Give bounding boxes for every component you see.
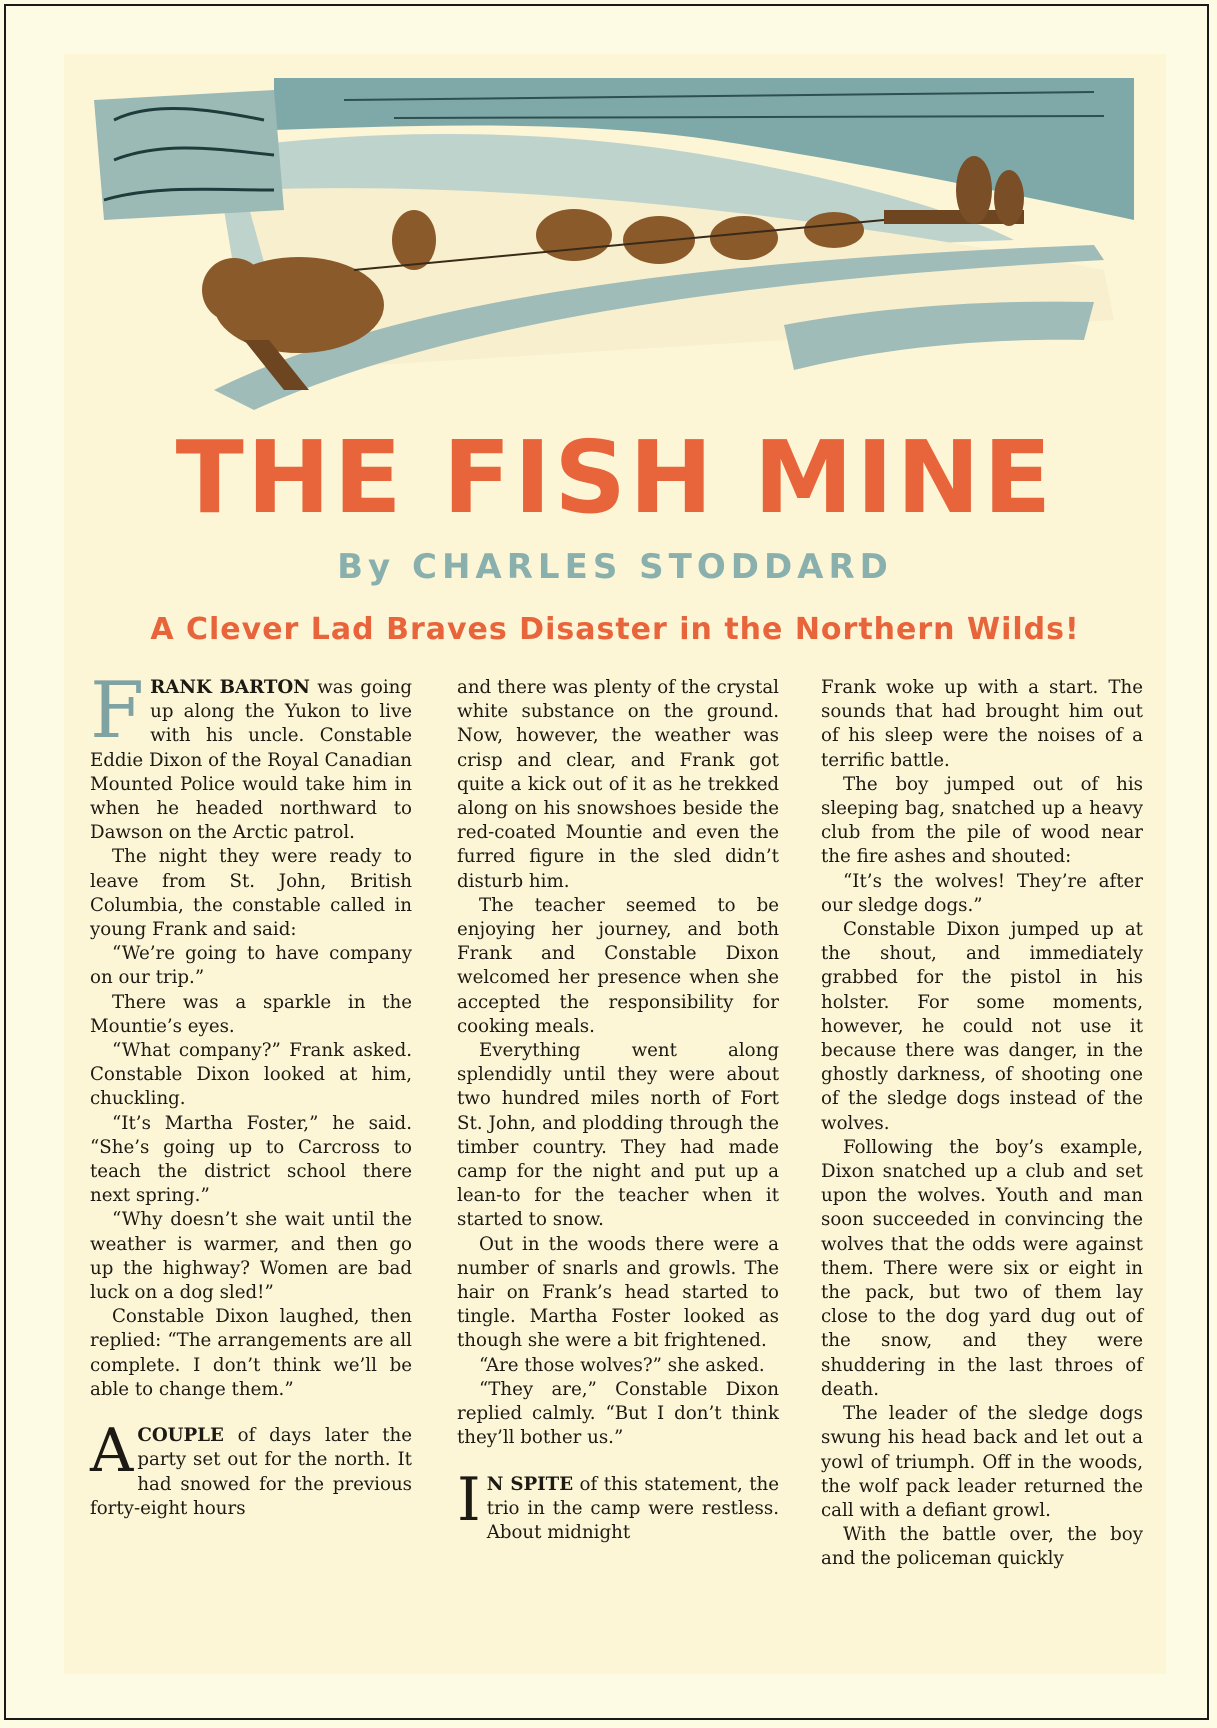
paragraph bbox=[90, 666, 412, 845]
paragraph bbox=[90, 1416, 412, 1521]
text-column-2 bbox=[457, 676, 779, 1545]
drop-cap: F bbox=[90, 666, 145, 756]
text-column-3 bbox=[821, 676, 1143, 1572]
paragraph: Out in the woods there were a number of snarls and growls. The hair on Frank’s head started to tingle. Martha Foster looked as though she were a bit frightened. bbox=[457, 1233, 779, 1352]
paragraph-text: of days later the party set out for the north. It had snowed for the previous forty-eight hours bbox=[90, 1425, 412, 1519]
paragraph: Frank woke up with a start. The sounds that had brought him out of his sleep were the noises of a terrific battle. bbox=[821, 677, 1143, 771]
paragraph: Everything went along splendidly until they were about two hundred miles north of Fort St. John, and plodding through the timber country. They had made camp for the night and put up a lean-to for the teacher when it started to snow. bbox=[457, 1040, 779, 1231]
paragraph: “It’s Martha Foster,” he said. “She’s going up to Carcross to teach the district school there next spring.” bbox=[90, 1112, 412, 1207]
paragraph: With the battle over, the boy and the policeman quickly bbox=[821, 1524, 1143, 1570]
paragraph: The night they were ready to leave from St. John, British Columbia, the constable called in young Frank and said: bbox=[90, 846, 412, 941]
paragraph: “Why doesn’t she wait until the weather is warmer, and then go up the highway? Women are bad luck on a dog sled!” bbox=[90, 1209, 412, 1304]
paragraph: “What company?” Frank asked. Constable Dixon looked at him, chuckling. bbox=[90, 1040, 412, 1110]
paragraph: There was a sparkle in the Mountie’s eyes. bbox=[90, 991, 412, 1037]
story-title: THE FISH MINE bbox=[175, 419, 1055, 536]
sled-dog-team-illustration bbox=[94, 70, 1134, 430]
paragraph-text: of this statement, the trio in the camp were restless. About midnight bbox=[486, 1473, 780, 1543]
lead-caps: N SPITE bbox=[486, 1473, 574, 1495]
paragraph: Following the boy’s example, Dixon snatched up a club and set upon the wolves. Youth and man soon succeeded in convincing the wolves that the odds were against them. There were six or eight in the pack, but two of them lay close to the dog yard dug out of the snow, and they were shuddering in the last throes of death. bbox=[821, 1136, 1143, 1400]
drop-cap: A bbox=[90, 1416, 134, 1487]
paragraph-text: was going up along the Yukon to live with his uncle. Constable Eddie Dixon of the Royal Canadian Mounted Police would take him in when he headed northward to Dawson on the Arctic patrol. bbox=[90, 677, 412, 844]
story-subtitle: A Clever Lad Braves Disaster in the Northern Wilds! bbox=[150, 612, 1080, 647]
paragraph: The teacher seemed to be enjoying her journey, and both Frank and Constable Dixon welcomed her presence when she accepted the responsibility for cooking meals. bbox=[457, 894, 779, 1037]
paragraph bbox=[457, 1464, 780, 1546]
paragraph: The boy jumped out of his sleeping bag, snatched up a heavy club from the pile of wood near the fire ashes and shouted: bbox=[821, 773, 1143, 868]
text-column-1 bbox=[90, 666, 412, 1521]
paragraph: “We’re going to have company on our trip.” bbox=[90, 943, 412, 989]
paragraph: The leader of the sledge dogs swung his head back and let out a yowl of triumph. Off in the woods, the wolf pack leader returned the call with a defiant growl. bbox=[821, 1403, 1143, 1521]
paragraph: “It’s the wolves! They’re after our sledge dogs.” bbox=[821, 870, 1143, 916]
drop-cap: I bbox=[457, 1464, 481, 1535]
author-byline: By CHARLES STODDARD bbox=[337, 547, 893, 587]
paragraph: Constable Dixon jumped up at the shout, and immediately grabbed for the pistol in his holster. For some moments, however, he could not use it because there was danger, in the ghostly darkness, of shooting one of the sledge dogs instead of the wolves. bbox=[821, 919, 1143, 1134]
page-border bbox=[4, 4, 1209, 1720]
magazine-page bbox=[64, 54, 1166, 1674]
lead-caps: RANK BARTON bbox=[150, 677, 310, 698]
paragraph: “They are,” Constable Dixon replied calmly. “But I don’t think they’ll bother us.” bbox=[457, 1378, 779, 1449]
paragraph: “Are those wolves?” she asked. bbox=[479, 1354, 765, 1376]
lead-caps: COUPLE bbox=[137, 1425, 224, 1447]
paragraph: Constable Dixon laughed, then replied: “The arrangements are all complete. I don’t think we’ll be able to change them.” bbox=[90, 1306, 412, 1400]
paragraph: and there was plenty of the crystal white substance on the ground. Now, however, the weather was crisp and clear, and Frank got quite a kick out of it as he trekked along on his snowshoes beside the red-coated Mountie and even the furred figure in the sled didn’t disturb him. bbox=[457, 677, 779, 892]
